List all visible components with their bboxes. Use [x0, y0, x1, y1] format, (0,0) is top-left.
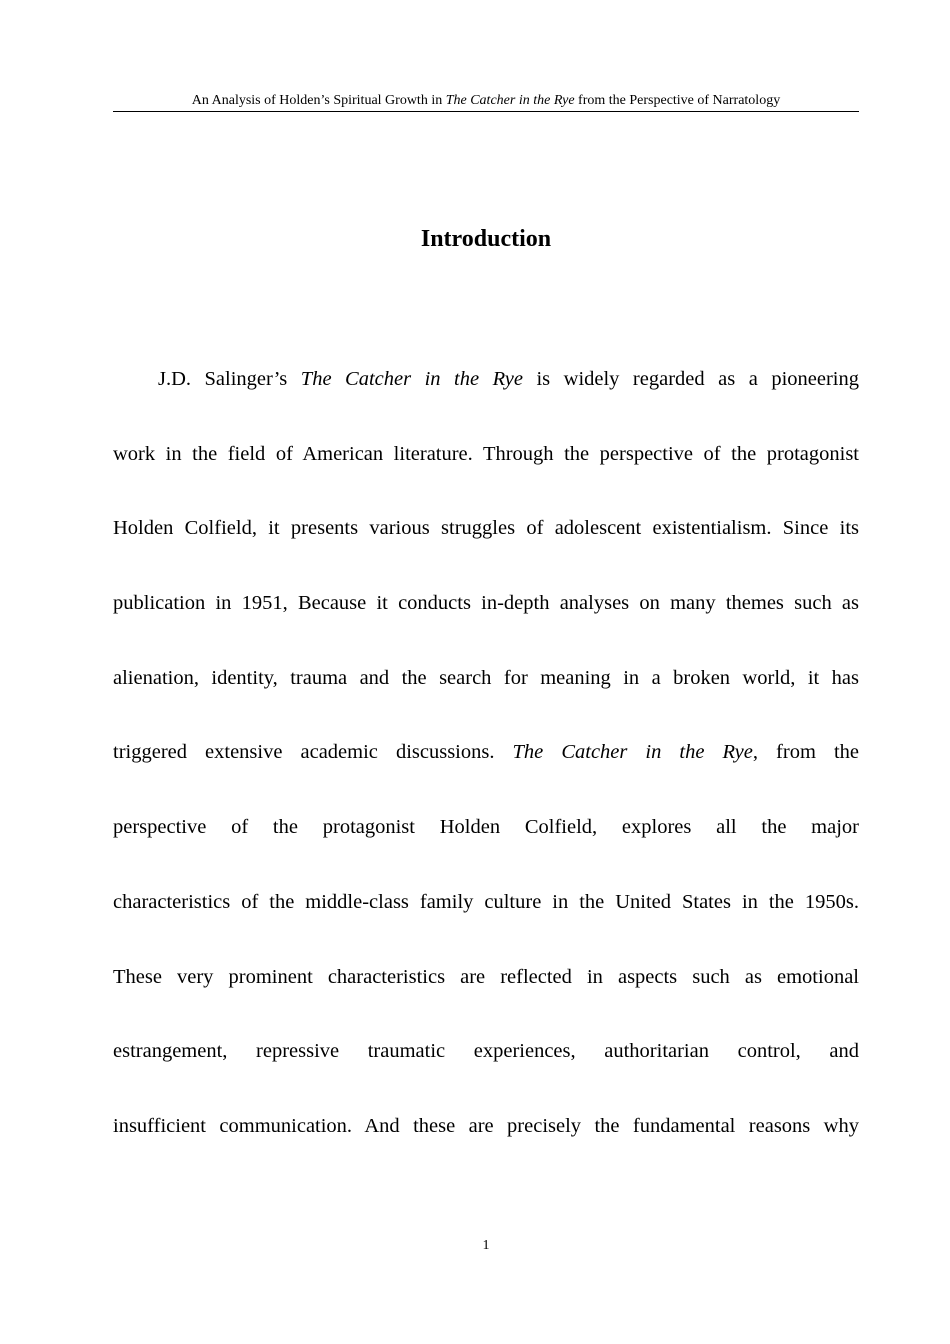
- paragraph-line: work in the field of American literature. Through the perspective of the protagonist: [113, 442, 859, 465]
- section-heading: Introduction: [420, 226, 552, 252]
- paragraph-line: estrangement, repressive traumatic experiences, authoritarian control, and: [113, 1040, 859, 1063]
- running-header-book-title: The Catcher in the Rye: [445, 93, 575, 108]
- line-text: , from the: [752, 741, 859, 764]
- book-title-italic: The Catcher in the Rye: [300, 368, 523, 390]
- running-header: [113, 91, 859, 112]
- paragraph-line: [113, 342, 859, 417]
- book-title-italic: The Catcher in the Rye: [512, 741, 753, 764]
- running-header-text: An Analysis of Holden’s Spiritual Growth in: [191, 93, 446, 108]
- line-text: is widely regarded as a pioneering: [522, 368, 859, 390]
- paragraph-line: characteristics of the middle-class family culture in the United States in the 1950s.: [113, 890, 859, 913]
- paragraph-line: insufficient communication. And these are precisely the fundamental reasons why: [113, 1114, 859, 1137]
- body-paragraph: [113, 342, 859, 1164]
- paragraph-line: perspective of the protagonist Holden Colfield, explores all the major: [113, 816, 859, 839]
- line-text: J.D. Salinger’s: [158, 368, 301, 390]
- paragraph-line: [113, 715, 859, 790]
- page-number: 1: [482, 1238, 490, 1253]
- running-header-text-end: from the Perspective of Narratology: [574, 93, 781, 108]
- paragraph-line: These very prominent characteristics are reflected in aspects such as emotional: [113, 965, 859, 988]
- paragraph-line: Holden Colfield, it presents various struggles of adolescent existentialism. Since its: [113, 517, 859, 540]
- paragraph-line: alienation, identity, trauma and the search for meaning in a broken world, it has: [113, 666, 859, 689]
- paragraph-line: publication in 1951, Because it conducts in-depth analyses on many themes such as: [113, 592, 859, 615]
- line-text: triggered extensive academic discussions.: [113, 741, 513, 764]
